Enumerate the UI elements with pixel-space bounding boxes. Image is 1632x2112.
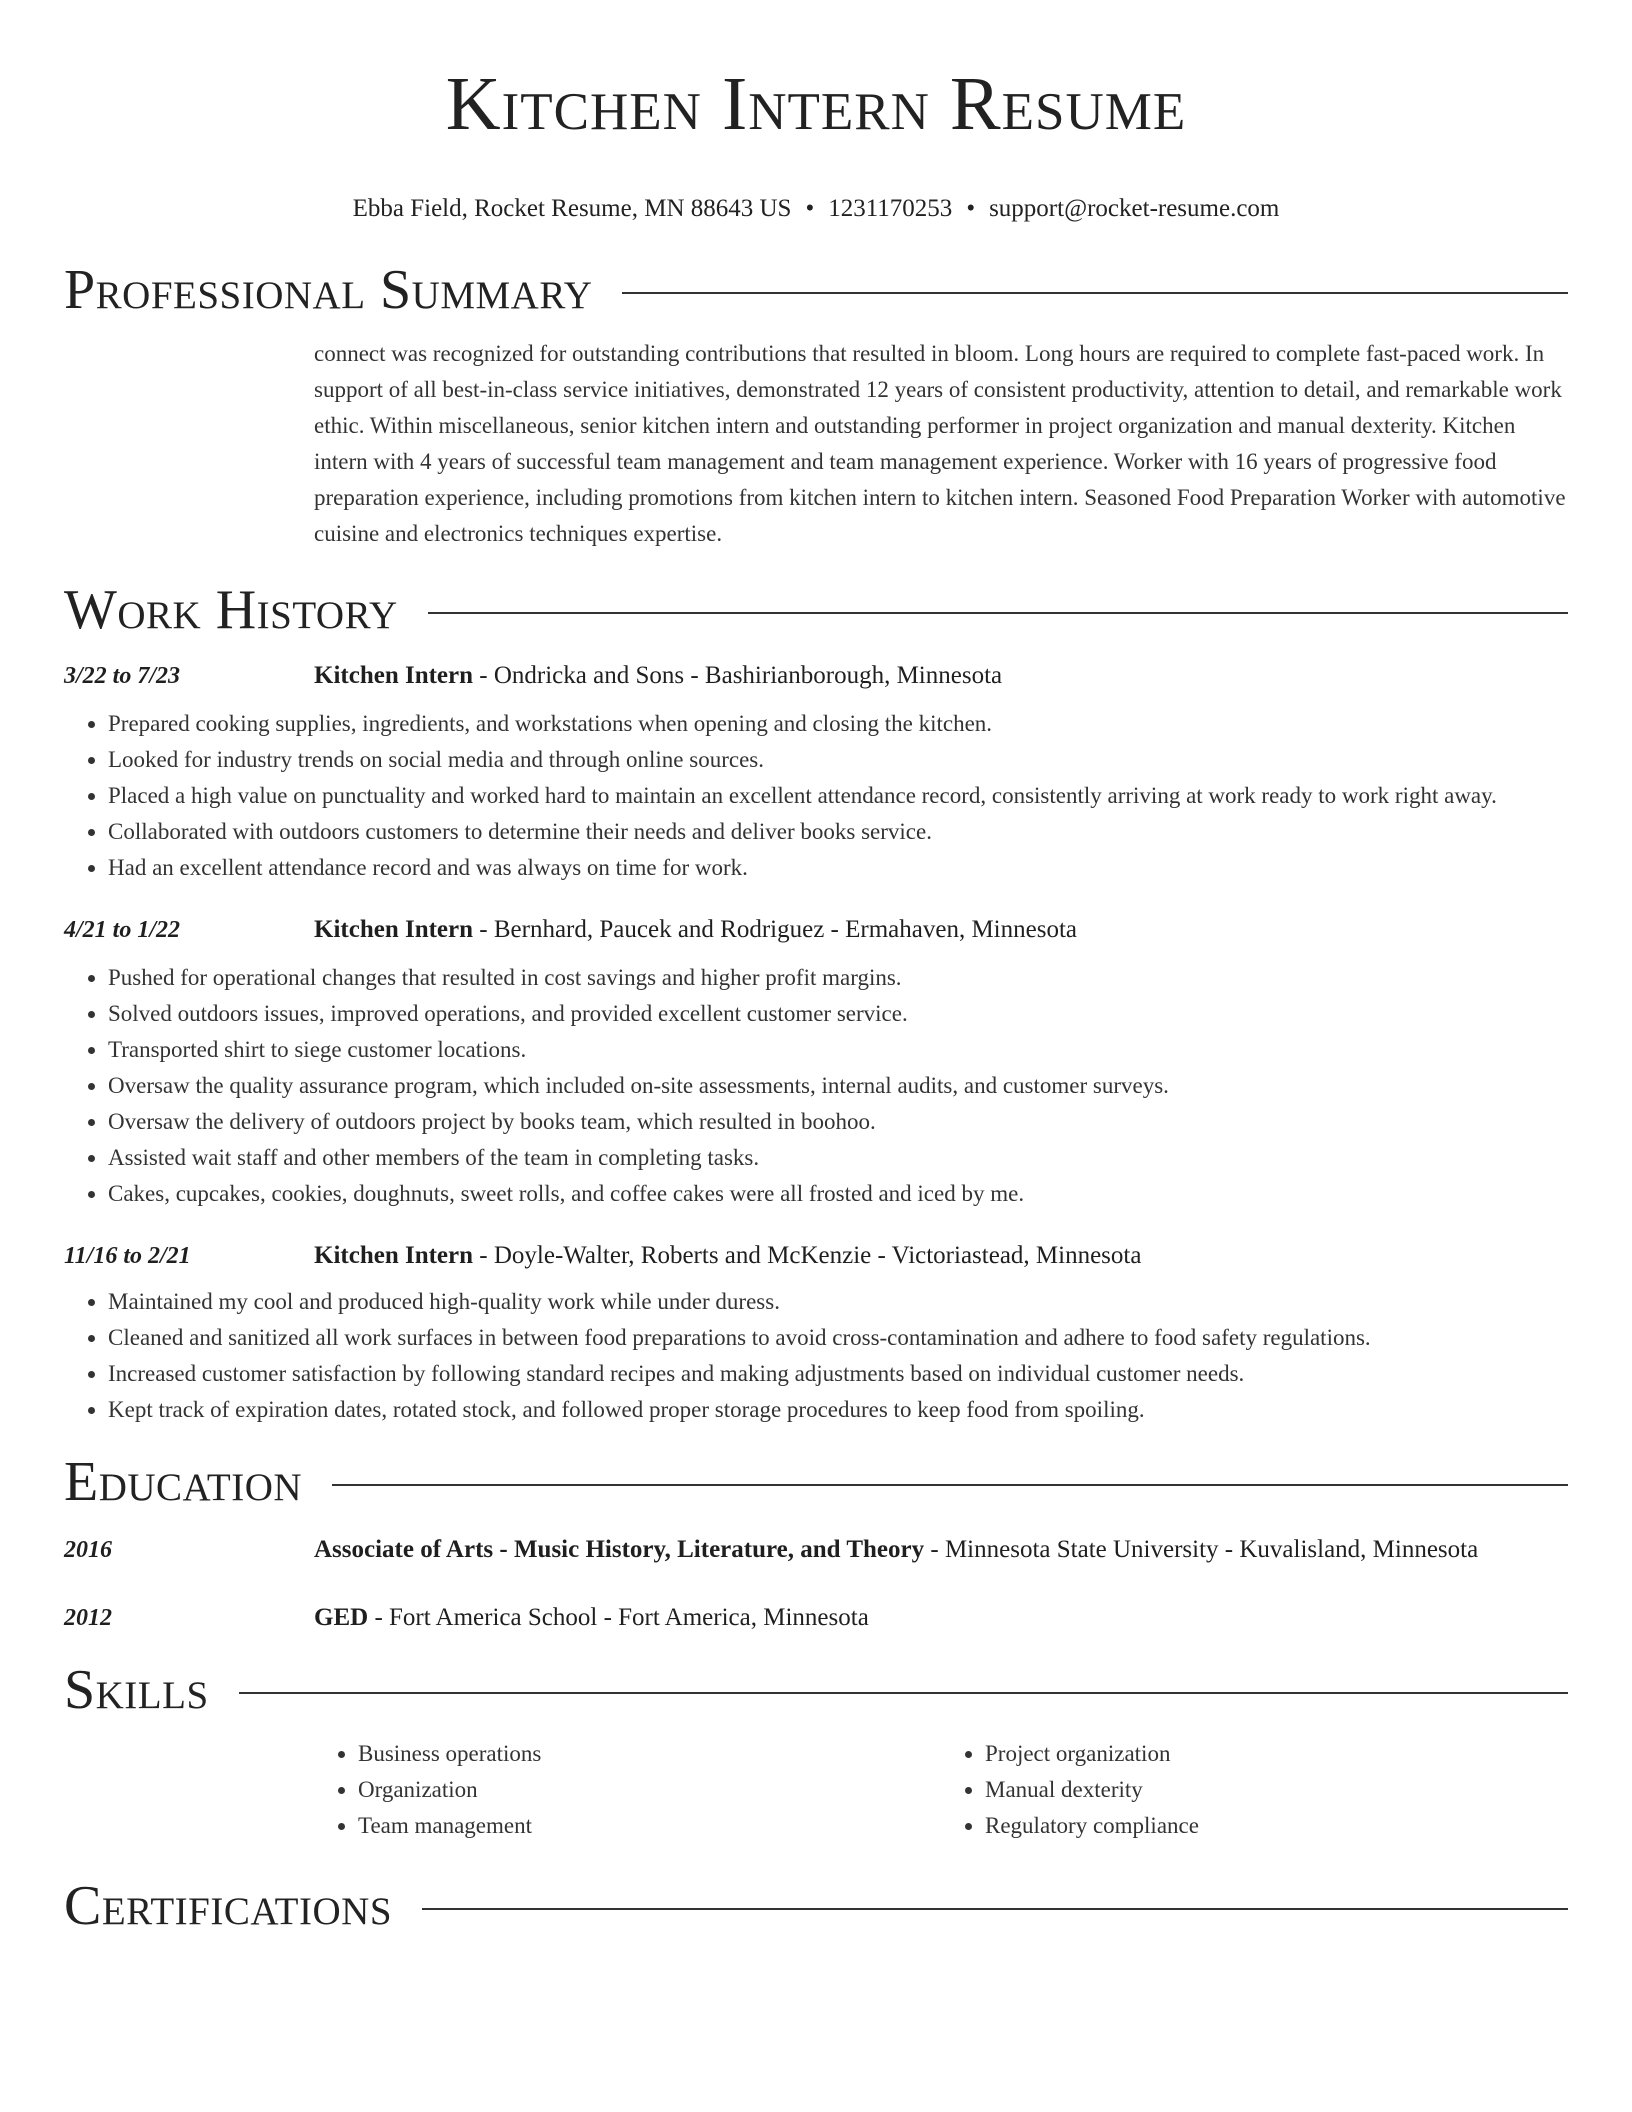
list-item: • Increased customer satisfaction by following standard recipes and making adjustments based on individual customer needs. [108, 1356, 1568, 1392]
contact-phone: 1231170253 [828, 195, 953, 222]
list-item: • Cleaned and sanitized all work surfaces in between food preparations to avoid cross-contamination and adhere to food safety regulations. [108, 1320, 1568, 1356]
job-entry [64, 916, 1568, 1212]
section-title-education: Education [64, 1451, 303, 1513]
list-item: • Solved outdoors issues, improved operations, and provided excellent customer service. [108, 996, 1568, 1032]
section-header-work [64, 578, 1568, 642]
skills-column-right [941, 1736, 1568, 1844]
job-details: - Ondricka and Sons - Bashirianborough, Minnesota [473, 662, 1003, 689]
list-item: • Cakes, cupcakes, cookies, doughnuts, sweet rolls, and coffee cakes were all frosted and iced by me. [108, 1176, 1568, 1212]
job-dates: 11/16 to 2/21 [64, 1243, 191, 1269]
skills-list [314, 1736, 1568, 1844]
section-header-skills [64, 1658, 1568, 1722]
contact-line [64, 194, 1568, 224]
job-dates: 4/21 to 1/22 [64, 917, 181, 943]
summary-text: connect was recognized for outstanding contributions that resulted in bloom. Long hours are required to complete fast-paced work. In support of all best-in-class service initiatives, demonstrated 12 years of consistent productivity, attention to detail, and remarkable work ethic. Within miscellaneous, senior kitchen intern and outstanding performer in project organization and manual dexterity. Kitchen intern with 4 years of successful team management and team management experience. Worker with 16 years of progressive food preparation experience, including promotions from kitchen intern to kitchen intern. Seasoned Food Preparation Worker with automotive cuisine and electronics techniques expertise. [314, 341, 1566, 546]
list-item: • Pushed for operational changes that resulted in cost savings and higher profit margins. [108, 960, 1568, 996]
section-header-certifications [64, 1874, 1568, 1938]
education-degree: Associate of Arts - Music History, Literature, and Theory [314, 1536, 925, 1563]
job-bullets [64, 706, 1568, 886]
job-header [64, 916, 1568, 944]
list-item: • Oversaw the quality assurance program, which included on-site assessments, internal audits, and customer surveys. [108, 1068, 1568, 1104]
job-bullets [64, 960, 1568, 1212]
skill-item: • Business operations [358, 1736, 941, 1772]
job-role: Kitchen Intern [314, 1242, 474, 1269]
education-year: 2016 [64, 1537, 112, 1563]
education-entry [64, 1604, 1568, 1632]
skills-column-left [314, 1736, 941, 1844]
job-details: - Bernhard, Paucek and Rodriguez - Ermahaven, Minnesota [473, 916, 1077, 943]
job-title [314, 662, 1002, 690]
section-header-summary [64, 258, 1568, 322]
resume-title: Kitchen Intern Resume [445, 62, 1187, 146]
list-item: • Collaborated with outdoors customers to determine their needs and deliver books service. [108, 814, 1568, 850]
contact-address: Ebba Field, Rocket Resume, MN 88643 US [352, 195, 792, 222]
list-item: • Oversaw the delivery of outdoors project by books team, which resulted in boohoo. [108, 1104, 1568, 1140]
job-role: Kitchen Intern [314, 916, 474, 943]
section-divider [622, 292, 1568, 294]
education-entry [64, 1536, 1568, 1564]
list-item: • Looked for industry trends on social media and through online sources. [108, 742, 1568, 778]
skill-item: • Manual dexterity [985, 1772, 1568, 1808]
job-title [314, 1242, 1141, 1270]
skill-item: • Regulatory compliance [985, 1808, 1568, 1844]
job-title [314, 916, 1077, 944]
education-details: - Fort America School - Fort America, Minnesota [368, 1604, 869, 1631]
education-header [64, 1536, 1568, 1564]
education-title [314, 1536, 1478, 1564]
section-divider [239, 1692, 1568, 1694]
list-item: • Transported shirt to siege customer locations. [108, 1032, 1568, 1068]
section-title-work: Work History [64, 579, 398, 641]
contact-separator: • [966, 195, 976, 222]
list-item: • Maintained my cool and produced high-quality work while under duress. [108, 1284, 1568, 1320]
education-year: 2012 [64, 1605, 112, 1631]
list-item: • Assisted wait staff and other members of the team in completing tasks. [108, 1140, 1568, 1176]
job-role: Kitchen Intern [314, 662, 474, 689]
contact-separator: • [805, 195, 815, 222]
section-title-certifications: Certifications [64, 1875, 393, 1937]
section-title-skills: Skills [64, 1659, 209, 1721]
job-bullets [64, 1284, 1568, 1428]
skill-item: • Team management [358, 1808, 941, 1844]
list-item: • Placed a high value on punctuality and worked hard to maintain an excellent attendance record, consistently arriving at work ready to work right away. [108, 778, 1568, 814]
section-divider [428, 612, 1568, 614]
skill-item: • Organization [358, 1772, 941, 1808]
education-header [64, 1604, 1568, 1632]
list-item: • Prepared cooking supplies, ingredients, and workstations when opening and closing the kitchen. [108, 706, 1568, 742]
job-header [64, 662, 1568, 690]
contact-email: support@rocket-resume.com [989, 195, 1280, 222]
list-item: • Had an excellent attendance record and was always on time for work. [108, 850, 1568, 886]
list-item: • Kept track of expiration dates, rotated stock, and followed proper storage procedures to keep food from spoiling. [108, 1392, 1568, 1428]
job-header [64, 1242, 1568, 1270]
education-degree: GED [314, 1604, 369, 1631]
section-title-summary: Professional Summary [64, 259, 593, 321]
job-details: - Doyle-Walter, Roberts and McKenzie - Victoriastead, Minnesota [473, 1242, 1142, 1269]
education-title [314, 1604, 869, 1632]
job-entry [64, 1242, 1568, 1428]
section-divider [332, 1484, 1568, 1486]
job-entry [64, 662, 1568, 886]
skill-item: • Project organization [985, 1736, 1568, 1772]
education-details: - Minnesota State University - Kuvalisland, Minnesota [924, 1536, 1479, 1563]
section-divider [422, 1908, 1568, 1910]
section-header-education [64, 1450, 1568, 1514]
job-dates: 3/22 to 7/23 [64, 663, 181, 689]
